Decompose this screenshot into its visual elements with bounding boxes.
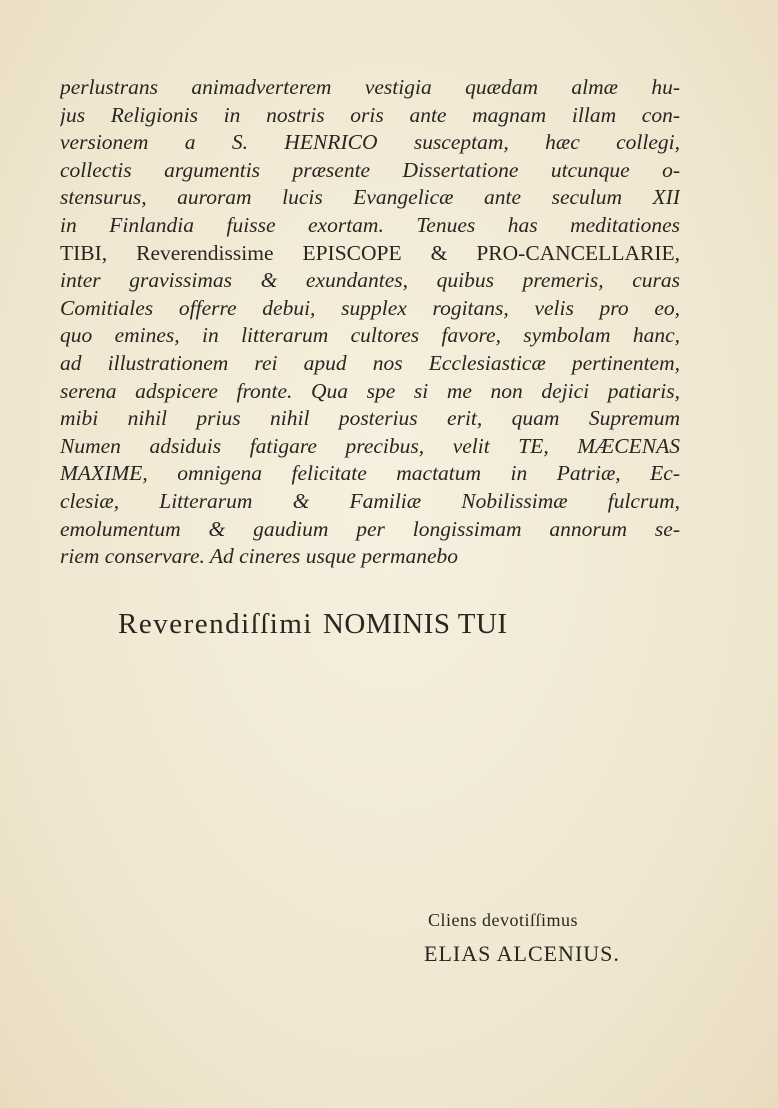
text-line: serena adspicere fronte. Qua spe si me non dejici patiaris, bbox=[60, 378, 680, 403]
text-line: Comitiales offerre debui, supplex rogitans, velis pro eo, bbox=[60, 295, 680, 320]
text-line: quo emines, in litterarum cultores favore, symbolam hanc, bbox=[60, 323, 680, 348]
text-line: inter gravissimas & exundantes, quibus premeris, curas bbox=[60, 268, 680, 293]
text-line: TIBI, Reverendissime EPISCOPE & PRO-CANCELLARIE, bbox=[60, 240, 680, 265]
text-line: perlustrans animadverterem vestigia quædam almæ hu- bbox=[60, 75, 680, 99]
text-line: versionem a S. HENRICO susceptam, hæc collegi, bbox=[60, 130, 680, 155]
text-line: stensurus, auroram lucis Evangelicæ ante seculum XII bbox=[60, 185, 680, 210]
text-line: emolumentum & gaudium per longissimam annorum se- bbox=[60, 516, 680, 541]
text-line: jus Religionis in nostris oris ante magnam illam con- bbox=[60, 102, 680, 127]
text-line: collectis argumentis præsente Dissertatione utcunque o- bbox=[60, 157, 680, 182]
signature-block bbox=[424, 910, 684, 967]
text-line: mibi nihil prius nihil posterius erit, quam Supremum bbox=[60, 406, 680, 431]
text-line: riem conservare. Ad cineres usque permanebo bbox=[60, 544, 459, 569]
text-line: clesiæ, Litterarum & Familiæ Nobilissimæ fulcrum, bbox=[60, 488, 680, 513]
text-line: in Finlandia fuisse exortam. Tenues has meditationes bbox=[60, 212, 680, 237]
closing-line bbox=[118, 608, 678, 641]
signature-name: ELIAS ALCENIUS. bbox=[424, 941, 620, 966]
text-line: MAXIME, omnigena felicitate mactatum in Patriæ, Ec- bbox=[60, 461, 680, 486]
closing-reverendissimi: Reverendiſſimi bbox=[118, 608, 313, 640]
text-line: Numen adsiduis fatigare precibus, velit TE, MÆCENAS bbox=[60, 433, 680, 458]
signature-title: Cliens devotiſſimus bbox=[428, 910, 579, 930]
text-line: ad illustrationem rei apud nos Ecclesiasticæ pertinentem, bbox=[60, 350, 680, 375]
closing-nominis-tui: NOMINIS TUI bbox=[322, 608, 508, 640]
dedication-body bbox=[60, 74, 680, 571]
